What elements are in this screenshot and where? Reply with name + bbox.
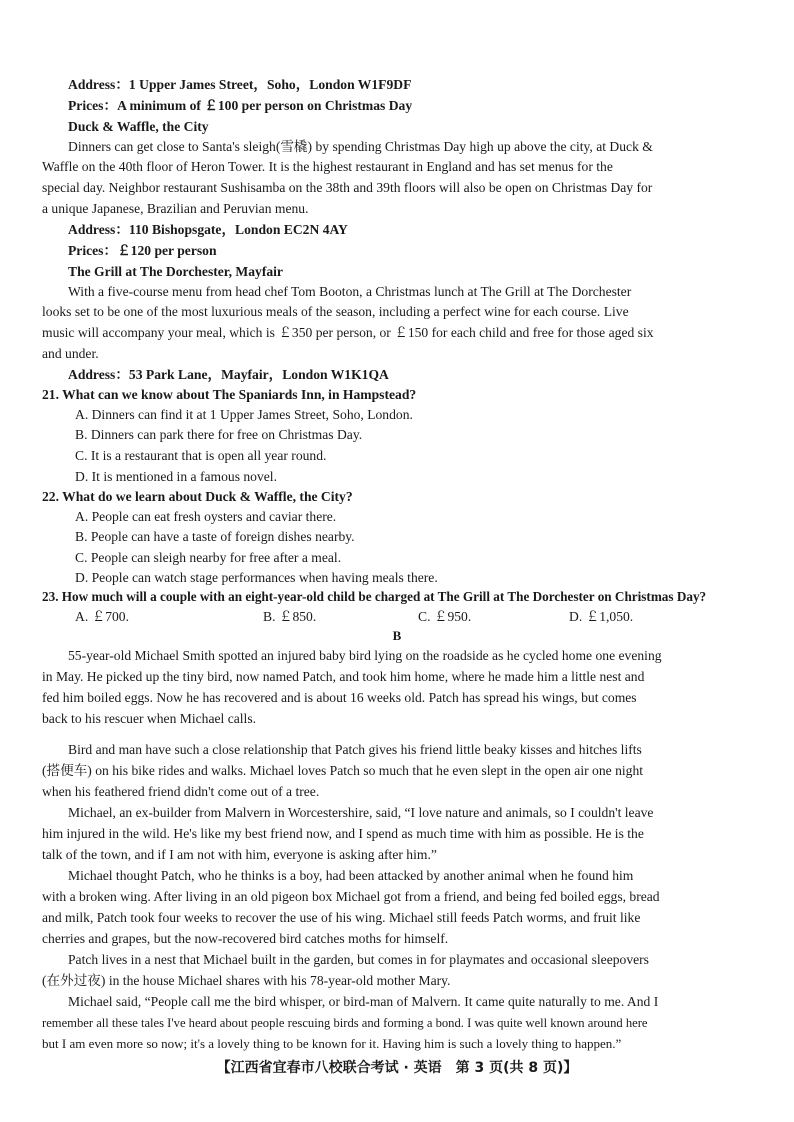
q21-option-a: A. Dinners can find it at 1 Upper James Street, Soho, London. bbox=[75, 407, 413, 422]
passage-b-line: talk of the town, and if I am not with him, everyone is asking after him.” bbox=[42, 847, 437, 862]
q23-options bbox=[75, 607, 675, 627]
spaniards-prices: Prices：A minimum of ￡100 per person on Christmas Day bbox=[68, 98, 413, 113]
question-23: 23. How much will a couple with an eight-year-old child be charged at The Grill at The Dorchester on Christmas Day? bbox=[42, 589, 707, 604]
passage-b-line: (搭便车) on his bike rides and walks. Michael loves Patch so much that he even slept in the open air one night bbox=[42, 763, 644, 778]
duck-waffle-text-line: Dinners can get close to Santa's sleigh(雪橇) by spending Christmas Day high up above the city, at Duck & bbox=[68, 139, 653, 154]
passage-b-line: Michael thought Patch, who he thinks is a boy, had been attacked by another animal when he found him bbox=[68, 868, 634, 883]
duck-waffle-prices: Prices：￡120 per person bbox=[68, 243, 217, 258]
section-b-label: B bbox=[392, 628, 402, 643]
q23-option-c: C. ￡950. bbox=[418, 609, 472, 624]
grill-text-line: music will accompany your meal, which is ￡350 per person, or ￡150 for each child and free for those aged six bbox=[42, 325, 654, 340]
passage-b-line: 55-year-old Michael Smith spotted an injured baby bird lying on the roadside as he cycled home one evening bbox=[68, 648, 662, 663]
grill-address: Address：53 Park Lane，Mayfair，London W1K1QA bbox=[68, 367, 389, 382]
passage-b-line: cherries and grapes, but the now-recovered bird catches moths for himself. bbox=[42, 931, 449, 946]
q21-option-b: B. Dinners can park there for free on Christmas Day. bbox=[75, 427, 363, 442]
grill-text-line: and under. bbox=[42, 346, 99, 361]
question-21: 21. What can we know about The Spaniards Inn, in Hampstead? bbox=[42, 387, 417, 402]
q21-option-c: C. It is a restaurant that is open all year round. bbox=[75, 448, 327, 463]
page-footer: 【江西省宜春市八校联合考试 · 英语 第 3 页(共 8 页)】 bbox=[216, 1060, 578, 1076]
duck-waffle-title: Duck & Waffle, the City bbox=[68, 119, 209, 134]
q21-option-d: D. It is mentioned in a famous novel. bbox=[75, 469, 277, 484]
duck-waffle-text-line: a unique Japanese, Brazilian and Peruvian menu. bbox=[42, 201, 309, 216]
question-22: 22. What do we learn about Duck & Waffle, the City? bbox=[42, 489, 353, 504]
grill-text-line: With a five-course menu from head chef Tom Booton, a Christmas lunch at The Grill at The Dorchester bbox=[68, 284, 632, 299]
passage-b-line: back to his rescuer when Michael calls. bbox=[42, 711, 257, 726]
passage-b-line: him injured in the wild. He's like my best friend now, and I spend as much time with him as possible. He is the bbox=[42, 826, 644, 841]
passage-b-line: and milk, Patch took four weeks to recover the use of his wing. Michael still feeds Patch worms, and fruit like bbox=[42, 910, 641, 925]
passage-b-line: Michael said, “People call me the bird whisper, or bird-man of Malvern. It came quite naturally to me. And I bbox=[68, 994, 659, 1009]
q23-option-d: D. ￡1,050. bbox=[569, 609, 634, 624]
q23-option-a: A. ￡700. bbox=[75, 609, 129, 624]
passage-b-line: (在外过夜) in the house Michael shares with his 78-year-old mother Mary. bbox=[42, 973, 451, 988]
grill-text-line: looks set to be one of the most luxurious meals of the season, including a perfect wine for each course. Live bbox=[42, 304, 629, 319]
q23-option-b: B. ￡850. bbox=[263, 609, 317, 624]
spaniards-address: Address：1 Upper James Street，Soho，London W1F9DF bbox=[68, 77, 412, 92]
q22-option-d: D. People can watch stage performances when having meals there. bbox=[75, 570, 438, 585]
passage-b-line: remember all these tales I've heard about people rescuing birds and forming a bond. I was quite well known around here bbox=[42, 1016, 648, 1030]
duck-waffle-text-line: special day. Neighbor restaurant Sushisamba on the 38th and 39th floors will also be open on Christmas Day for bbox=[42, 180, 653, 195]
passage-b-line: Bird and man have such a close relationship that Patch gives his friend little beaky kisses and hitches lifts bbox=[68, 742, 642, 757]
passage-b-line: but I am even more so now; it's a lovely thing to be known for it. Having him is such a lovely thing to happen.” bbox=[42, 1036, 622, 1051]
passage-b-line: with a broken wing. After living in an old pigeon box Michael got from a friend, and being fed boiled eggs, bread bbox=[42, 889, 660, 904]
duck-waffle-text-line: Waffle on the 40th floor of Heron Tower. It is the highest restaurant in England and has set menus for the bbox=[42, 159, 613, 174]
passage-b-line: when his feathered friend didn't come out of a tree. bbox=[42, 784, 320, 799]
q22-option-c: C. People can sleigh nearby for free after a meal. bbox=[75, 550, 342, 565]
passage-b-line: Patch lives in a nest that Michael built in the garden, but comes in for playmates and occasional sleepovers bbox=[68, 952, 649, 967]
q22-option-b: B. People can have a taste of foreign dishes nearby. bbox=[75, 529, 355, 544]
grill-title: The Grill at The Dorchester, Mayfair bbox=[68, 264, 283, 279]
q22-option-a: A. People can eat fresh oysters and caviar there. bbox=[75, 509, 337, 524]
duck-waffle-address: Address：110 Bishopsgate，London EC2N 4AY bbox=[68, 222, 348, 237]
passage-b-line: in May. He picked up the tiny bird, now named Patch, and took him home, where he made him a little nest and bbox=[42, 669, 645, 684]
passage-b-line: Michael, an ex-builder from Malvern in Worcestershire, said, “I love nature and animals, so I couldn't leave bbox=[68, 805, 654, 820]
passage-b-line: fed him boiled eggs. Now he has recovered and is about 16 weeks old. Patch has spread his wings, but comes bbox=[42, 690, 637, 705]
